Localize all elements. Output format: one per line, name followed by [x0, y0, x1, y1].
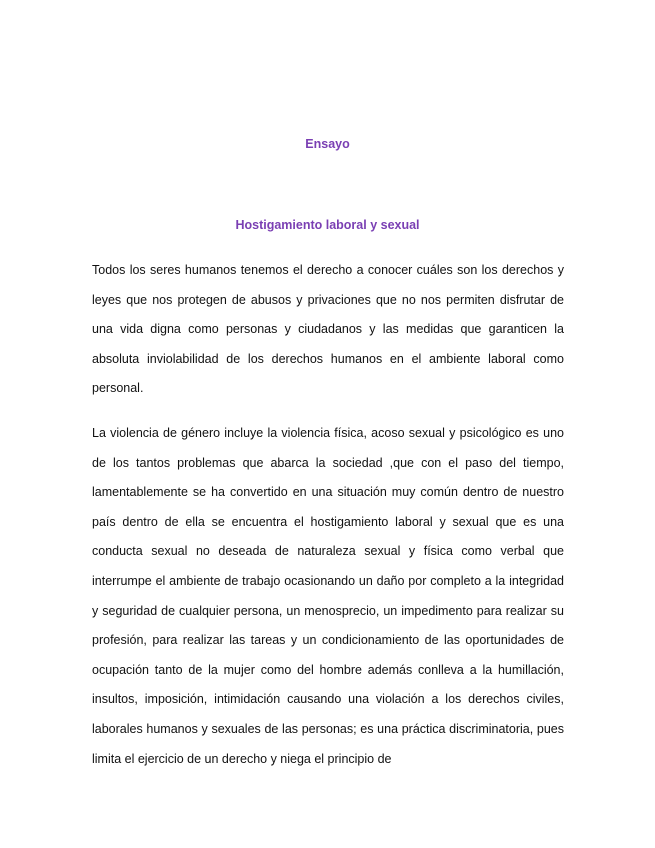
paragraph-intro: Todos los seres humanos tenemos el derecho a conocer cuáles son los derechos y leyes que nos protegen de abusos y privaciones que no nos permiten disfrutar de una vida digna como personas y ciudadanos y las medidas que garanticen la absoluta inviolabilidad de los derechos humanos en el ambiente laboral como personal.	[92, 263, 564, 396]
section-title: Hostigamiento laboral y sexual	[235, 218, 420, 232]
document-title: Ensayo	[305, 137, 350, 151]
paragraph-violence: La violencia de género incluye la violencia física, acoso sexual y psicológico es uno de los tantos problemas que abarca la sociedad ,que con el paso del tiempo, lamentablemente se ha convertido en una situación muy común dentro de nuestro país dentro de ella se encuentra el hostigamiento laboral y sexual que es una conducta sexual no deseada de naturaleza sexual y física como verbal que interrumpe el ambiente de trabajo ocasionando un daño por completo a la integridad y seguridad de cualquier persona, un menosprecio, un impedimento para realizar su profesión, para realizar las tareas y un condicionamiento de las oportunidades de ocupación tanto de la mujer como del hombre además conlleva a la humillación, insultos, imposición, intimidación causando una violación a los derechos civiles, laborales humanos y sexuales de las personas; es una práctica discriminatoria, pues limita el ejercicio de un derecho y niega el principio de	[92, 426, 564, 766]
